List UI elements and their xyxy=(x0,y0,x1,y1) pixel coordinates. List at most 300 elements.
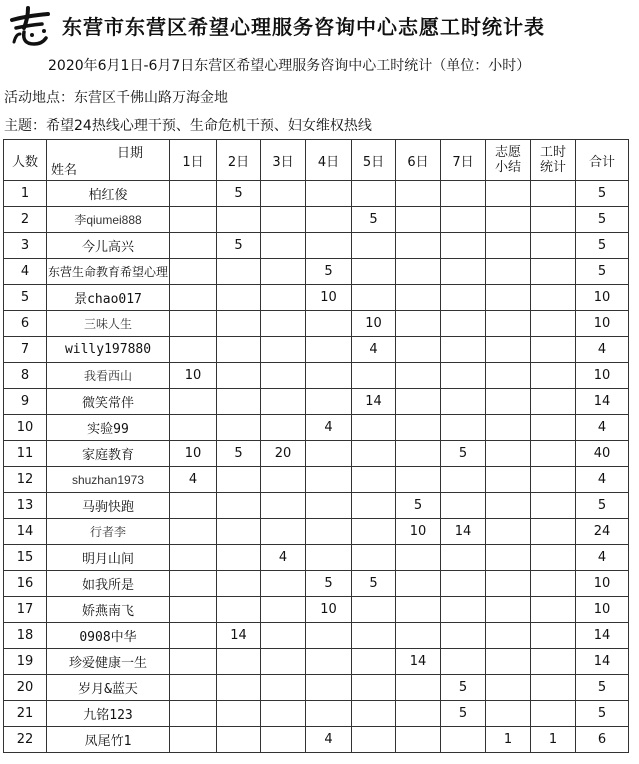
table-row xyxy=(4,207,629,233)
table-row xyxy=(4,311,629,337)
cell-d2 xyxy=(217,363,261,389)
cell-index: 3 xyxy=(4,233,47,259)
cell-d5: 5 xyxy=(352,571,396,597)
cell-d5 xyxy=(352,233,396,259)
table-row xyxy=(4,701,629,727)
cell-d1 xyxy=(170,259,217,285)
cell-d4 xyxy=(306,701,352,727)
cell-d3 xyxy=(261,337,306,363)
cell-d2 xyxy=(217,285,261,311)
cell-summary xyxy=(486,467,531,493)
cell-d2 xyxy=(217,649,261,675)
cell-total: 4 xyxy=(576,415,629,441)
cell-summary xyxy=(486,233,531,259)
cell-d5: 10 xyxy=(352,311,396,337)
volunteer-logo xyxy=(6,4,54,50)
table-row xyxy=(4,337,629,363)
cell-d5 xyxy=(352,519,396,545)
cell-d1 xyxy=(170,649,217,675)
cell-d2 xyxy=(217,311,261,337)
cell-d7 xyxy=(441,285,486,311)
cell-total: 40 xyxy=(576,441,629,467)
cell-d1 xyxy=(170,337,217,363)
cell-index: 5 xyxy=(4,285,47,311)
cell-d7 xyxy=(441,389,486,415)
cell-summary xyxy=(486,311,531,337)
cell-d7 xyxy=(441,623,486,649)
cell-hours xyxy=(531,675,576,701)
cell-name: 马驹快跑 xyxy=(47,493,170,519)
cell-total: 5 xyxy=(576,207,629,233)
cell-d5 xyxy=(352,545,396,571)
cell-index: 14 xyxy=(4,519,47,545)
cell-d1: 4 xyxy=(170,467,217,493)
subtitle: 2020年6月1日-6月7日东营区希望心理服务咨询中心工时统计（单位：小时） xyxy=(48,58,531,74)
header-day-6: 6日 xyxy=(396,140,441,181)
cell-d3 xyxy=(261,701,306,727)
cell-d7 xyxy=(441,181,486,207)
cell-d3 xyxy=(261,181,306,207)
cell-name: 今儿高兴 xyxy=(47,233,170,259)
cell-name: 微笑常伴 xyxy=(47,389,170,415)
cell-index: 8 xyxy=(4,363,47,389)
cell-d2 xyxy=(217,389,261,415)
table-row xyxy=(4,727,629,753)
cell-d5: 5 xyxy=(352,207,396,233)
cell-d7: 14 xyxy=(441,519,486,545)
cell-d2 xyxy=(217,727,261,753)
cell-summary xyxy=(486,701,531,727)
cell-d5: 4 xyxy=(352,337,396,363)
cell-summary xyxy=(486,571,531,597)
volunteer-logo-icon xyxy=(6,4,54,50)
cell-index: 17 xyxy=(4,597,47,623)
header-summary xyxy=(486,140,531,181)
cell-d4 xyxy=(306,649,352,675)
cell-d2 xyxy=(217,337,261,363)
header-total: 合计 xyxy=(576,140,629,181)
cell-d6 xyxy=(396,545,441,571)
activity-theme: 主题：希望24热线心理干预、生命危机干预、妇女维权热线 xyxy=(4,118,372,134)
cell-d1 xyxy=(170,675,217,701)
cell-summary xyxy=(486,207,531,233)
cell-d3 xyxy=(261,571,306,597)
cell-d7: 5 xyxy=(441,441,486,467)
table-row xyxy=(4,363,629,389)
cell-d2 xyxy=(217,259,261,285)
cell-total: 10 xyxy=(576,311,629,337)
cell-d5 xyxy=(352,181,396,207)
cell-d4: 10 xyxy=(306,597,352,623)
page-title: 东营市东营区希望心理服务咨询中心志愿工时统计表 xyxy=(62,15,545,39)
cell-d4 xyxy=(306,363,352,389)
table-row xyxy=(4,571,629,597)
cell-d3: 20 xyxy=(261,441,306,467)
header-date-label: 日期 xyxy=(116,146,143,161)
table-row xyxy=(4,597,629,623)
cell-d2 xyxy=(217,571,261,597)
cell-d1 xyxy=(170,701,217,727)
cell-total: 14 xyxy=(576,389,629,415)
cell-hours xyxy=(531,311,576,337)
cell-d1 xyxy=(170,623,217,649)
cell-total: 10 xyxy=(576,571,629,597)
cell-total: 5 xyxy=(576,493,629,519)
cell-d7 xyxy=(441,493,486,519)
cell-hours xyxy=(531,389,576,415)
cell-d6 xyxy=(396,181,441,207)
cell-d6 xyxy=(396,233,441,259)
cell-d7 xyxy=(441,337,486,363)
cell-d2: 5 xyxy=(217,181,261,207)
cell-d5 xyxy=(352,285,396,311)
cell-total: 4 xyxy=(576,337,629,363)
cell-name: 凤尾竹1 xyxy=(47,727,170,753)
cell-d5 xyxy=(352,649,396,675)
cell-hours xyxy=(531,623,576,649)
cell-d7: 5 xyxy=(441,701,486,727)
cell-summary xyxy=(486,389,531,415)
cell-d7 xyxy=(441,311,486,337)
cell-index: 16 xyxy=(4,571,47,597)
cell-d1 xyxy=(170,571,217,597)
cell-d3 xyxy=(261,493,306,519)
cell-name: 如我所是 xyxy=(47,571,170,597)
cell-hours xyxy=(531,233,576,259)
cell-hours: 1 xyxy=(531,727,576,753)
cell-d4 xyxy=(306,337,352,363)
cell-d3 xyxy=(261,675,306,701)
header-day-1: 1日 xyxy=(170,140,217,181)
cell-total: 6 xyxy=(576,727,629,753)
cell-d7 xyxy=(441,207,486,233)
cell-d7 xyxy=(441,415,486,441)
header-day-7: 7日 xyxy=(441,140,486,181)
cell-total: 14 xyxy=(576,649,629,675)
activity-location: 活动地点：东营区千佛山路万海金地 xyxy=(4,90,228,106)
cell-hours xyxy=(531,519,576,545)
table-row xyxy=(4,519,629,545)
header-day-3: 3日 xyxy=(261,140,306,181)
cell-d3 xyxy=(261,727,306,753)
cell-total: 24 xyxy=(576,519,629,545)
cell-d4: 10 xyxy=(306,285,352,311)
cell-d4 xyxy=(306,441,352,467)
cell-d6 xyxy=(396,259,441,285)
header-summary-top: 志愿 xyxy=(494,145,521,160)
cell-name: 岁月&蓝天 xyxy=(47,675,170,701)
cell-d6 xyxy=(396,441,441,467)
cell-d1 xyxy=(170,493,217,519)
header xyxy=(0,0,639,52)
cell-d3 xyxy=(261,649,306,675)
cell-d3: 4 xyxy=(261,545,306,571)
cell-d1 xyxy=(170,233,217,259)
cell-d2 xyxy=(217,467,261,493)
header-hours xyxy=(531,140,576,181)
cell-d6 xyxy=(396,597,441,623)
cell-d1: 10 xyxy=(170,363,217,389)
cell-total: 5 xyxy=(576,701,629,727)
cell-d7 xyxy=(441,233,486,259)
cell-hours xyxy=(531,181,576,207)
table-row xyxy=(4,623,629,649)
header-day-4: 4日 xyxy=(306,140,352,181)
table-row xyxy=(4,285,629,311)
cell-index: 21 xyxy=(4,701,47,727)
cell-d7 xyxy=(441,545,486,571)
cell-summary xyxy=(486,181,531,207)
cell-d7 xyxy=(441,467,486,493)
cell-d3 xyxy=(261,311,306,337)
cell-total: 4 xyxy=(576,467,629,493)
cell-name: 柏红俊 xyxy=(47,181,170,207)
cell-index: 12 xyxy=(4,467,47,493)
cell-name: 行者李 xyxy=(47,519,170,545)
cell-hours xyxy=(531,337,576,363)
cell-d4 xyxy=(306,207,352,233)
cell-hours xyxy=(531,493,576,519)
cell-name: 0908中华 xyxy=(47,623,170,649)
cell-hours xyxy=(531,467,576,493)
cell-d1 xyxy=(170,597,217,623)
cell-index: 7 xyxy=(4,337,47,363)
cell-d4 xyxy=(306,519,352,545)
cell-hours xyxy=(531,207,576,233)
cell-d2 xyxy=(217,519,261,545)
cell-d4 xyxy=(306,233,352,259)
cell-d7: 5 xyxy=(441,675,486,701)
cell-d3 xyxy=(261,285,306,311)
cell-d4: 5 xyxy=(306,571,352,597)
cell-d4 xyxy=(306,467,352,493)
cell-d3 xyxy=(261,597,306,623)
table-row xyxy=(4,545,629,571)
cell-d4: 5 xyxy=(306,259,352,285)
cell-d5 xyxy=(352,623,396,649)
cell-hours xyxy=(531,701,576,727)
cell-summary xyxy=(486,649,531,675)
cell-d6: 10 xyxy=(396,519,441,545)
cell-index: 20 xyxy=(4,675,47,701)
cell-d5 xyxy=(352,259,396,285)
cell-index: 22 xyxy=(4,727,47,753)
cell-d2 xyxy=(217,701,261,727)
cell-d1 xyxy=(170,727,217,753)
cell-summary xyxy=(486,519,531,545)
cell-name: 实验99 xyxy=(47,415,170,441)
cell-d3 xyxy=(261,233,306,259)
table-body xyxy=(4,181,629,753)
cell-d4 xyxy=(306,181,352,207)
cell-name: shuzhan1973 xyxy=(47,467,170,493)
cell-summary xyxy=(486,675,531,701)
cell-hours xyxy=(531,545,576,571)
cell-d6: 5 xyxy=(396,493,441,519)
cell-index: 2 xyxy=(4,207,47,233)
cell-d6 xyxy=(396,571,441,597)
header-index: 人数 xyxy=(4,140,47,181)
cell-hours xyxy=(531,649,576,675)
cell-d6 xyxy=(396,207,441,233)
cell-d5: 14 xyxy=(352,389,396,415)
cell-d4 xyxy=(306,311,352,337)
cell-d6: 14 xyxy=(396,649,441,675)
cell-name: 李qiumei888 xyxy=(47,207,170,233)
cell-total: 10 xyxy=(576,597,629,623)
cell-d3 xyxy=(261,467,306,493)
cell-hours xyxy=(531,571,576,597)
cell-d6 xyxy=(396,727,441,753)
cell-total: 14 xyxy=(576,623,629,649)
cell-d3 xyxy=(261,623,306,649)
cell-summary xyxy=(486,415,531,441)
cell-d6 xyxy=(396,389,441,415)
cell-total: 10 xyxy=(576,363,629,389)
cell-d7 xyxy=(441,259,486,285)
cell-d6 xyxy=(396,623,441,649)
cell-d4: 4 xyxy=(306,415,352,441)
cell-d1 xyxy=(170,545,217,571)
cell-d1 xyxy=(170,415,217,441)
cell-d2: 5 xyxy=(217,441,261,467)
cell-d2: 5 xyxy=(217,233,261,259)
cell-d1 xyxy=(170,207,217,233)
cell-d4 xyxy=(306,623,352,649)
cell-name: 三味人生 xyxy=(47,311,170,337)
cell-d5 xyxy=(352,727,396,753)
header-hours-bottom: 统计 xyxy=(539,160,566,175)
table-row xyxy=(4,467,629,493)
hours-table xyxy=(3,139,629,753)
cell-d3 xyxy=(261,207,306,233)
cell-d4 xyxy=(306,493,352,519)
cell-summary xyxy=(486,545,531,571)
cell-total: 5 xyxy=(576,259,629,285)
cell-d5 xyxy=(352,467,396,493)
header-date-name xyxy=(47,140,170,181)
cell-hours xyxy=(531,441,576,467)
cell-d2 xyxy=(217,415,261,441)
table-row xyxy=(4,493,629,519)
cell-d3 xyxy=(261,389,306,415)
cell-summary xyxy=(486,493,531,519)
cell-d7 xyxy=(441,727,486,753)
cell-d6 xyxy=(396,363,441,389)
table-header-row xyxy=(4,140,629,181)
cell-d5 xyxy=(352,597,396,623)
table-row xyxy=(4,441,629,467)
cell-d4 xyxy=(306,675,352,701)
cell-index: 11 xyxy=(4,441,47,467)
cell-d2: 14 xyxy=(217,623,261,649)
cell-d3 xyxy=(261,519,306,545)
cell-name: 明月山间 xyxy=(47,545,170,571)
cell-summary xyxy=(486,363,531,389)
cell-hours xyxy=(531,415,576,441)
cell-d5 xyxy=(352,363,396,389)
cell-d7 xyxy=(441,597,486,623)
cell-total: 4 xyxy=(576,545,629,571)
cell-index: 4 xyxy=(4,259,47,285)
cell-index: 9 xyxy=(4,389,47,415)
cell-index: 6 xyxy=(4,311,47,337)
table-row xyxy=(4,233,629,259)
cell-total: 5 xyxy=(576,675,629,701)
cell-d5 xyxy=(352,675,396,701)
cell-summary: 1 xyxy=(486,727,531,753)
cell-index: 15 xyxy=(4,545,47,571)
cell-d7 xyxy=(441,363,486,389)
header-name-label: 姓名 xyxy=(51,163,78,178)
cell-d7 xyxy=(441,571,486,597)
cell-d1 xyxy=(170,389,217,415)
cell-index: 1 xyxy=(4,181,47,207)
table-row xyxy=(4,259,629,285)
header-day-5: 5日 xyxy=(352,140,396,181)
cell-d4 xyxy=(306,545,352,571)
cell-d6 xyxy=(396,675,441,701)
cell-name: 我看西山 xyxy=(47,363,170,389)
cell-index: 10 xyxy=(4,415,47,441)
cell-index: 19 xyxy=(4,649,47,675)
cell-d1 xyxy=(170,519,217,545)
table-row xyxy=(4,389,629,415)
table-row xyxy=(4,649,629,675)
cell-d6 xyxy=(396,467,441,493)
cell-d1 xyxy=(170,181,217,207)
cell-d4 xyxy=(306,389,352,415)
cell-name: 东营生命教育希望心理 xyxy=(47,259,170,285)
cell-d6 xyxy=(396,285,441,311)
cell-index: 18 xyxy=(4,623,47,649)
cell-name: 九铭123 xyxy=(47,701,170,727)
cell-d6 xyxy=(396,415,441,441)
cell-d6 xyxy=(396,701,441,727)
cell-name: willy197880 xyxy=(47,337,170,363)
cell-d6 xyxy=(396,337,441,363)
table-row xyxy=(4,675,629,701)
cell-summary xyxy=(486,623,531,649)
cell-d5 xyxy=(352,441,396,467)
cell-d3 xyxy=(261,415,306,441)
cell-total: 10 xyxy=(576,285,629,311)
cell-d2 xyxy=(217,545,261,571)
cell-hours xyxy=(531,597,576,623)
cell-d7 xyxy=(441,649,486,675)
cell-d5 xyxy=(352,415,396,441)
table-row xyxy=(4,181,629,207)
cell-index: 13 xyxy=(4,493,47,519)
cell-d1: 10 xyxy=(170,441,217,467)
cell-summary xyxy=(486,285,531,311)
cell-d4: 4 xyxy=(306,727,352,753)
cell-summary xyxy=(486,597,531,623)
cell-d6 xyxy=(396,311,441,337)
cell-name: 珍爱健康一生 xyxy=(47,649,170,675)
cell-hours xyxy=(531,259,576,285)
table-row xyxy=(4,415,629,441)
cell-d1 xyxy=(170,311,217,337)
cell-name: 家庭教育 xyxy=(47,441,170,467)
cell-d2 xyxy=(217,675,261,701)
cell-d2 xyxy=(217,493,261,519)
cell-total: 5 xyxy=(576,181,629,207)
header-summary-bottom: 小结 xyxy=(494,160,521,175)
cell-total: 5 xyxy=(576,233,629,259)
header-day-2: 2日 xyxy=(217,140,261,181)
cell-d2 xyxy=(217,207,261,233)
